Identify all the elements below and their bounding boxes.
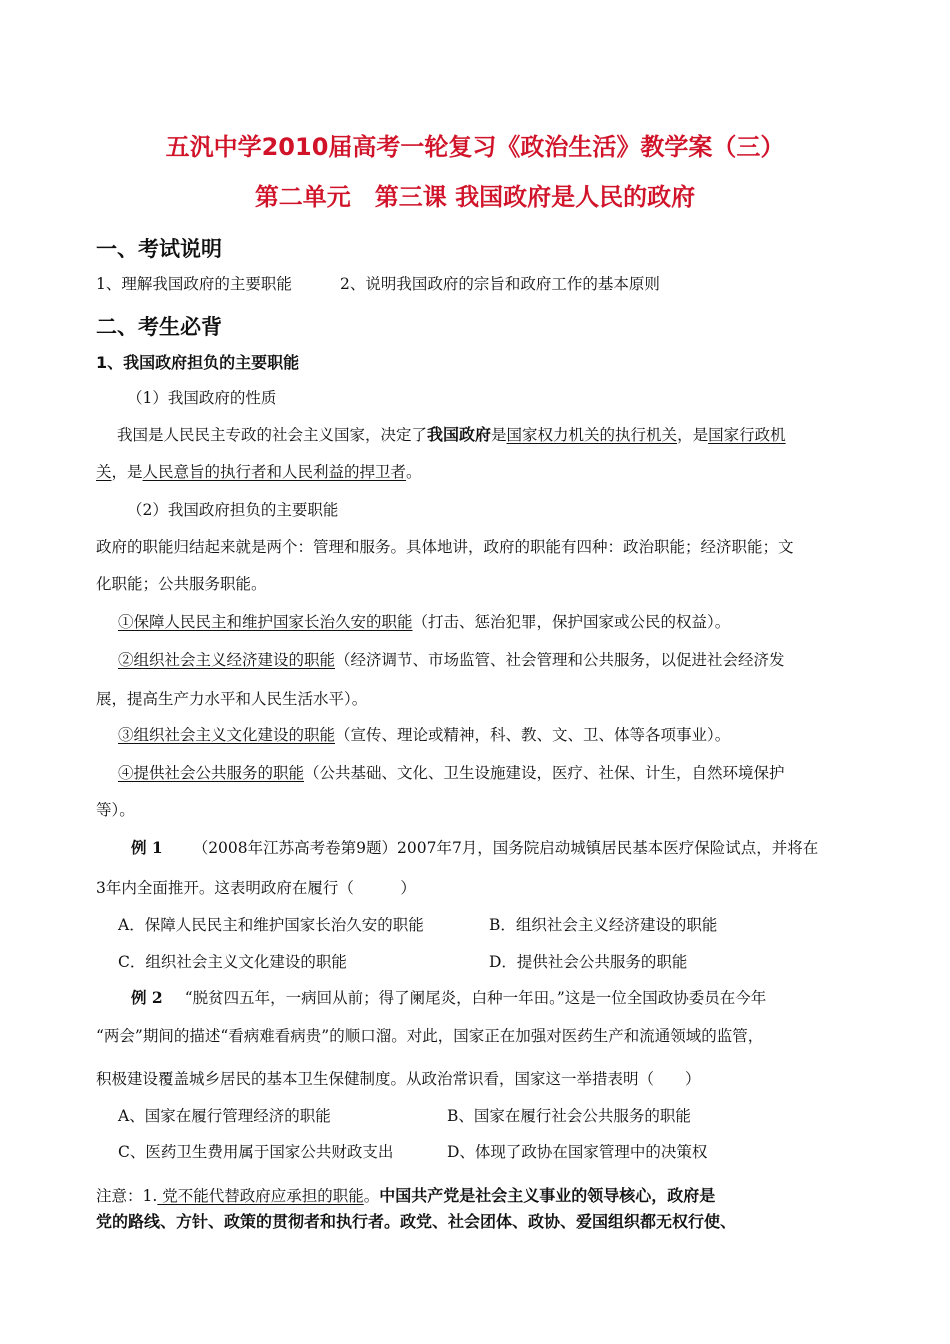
- text-run-underline: ③组织社会主义文化建设的职能: [118, 726, 336, 744]
- text-run-underline: 关: [96, 463, 112, 481]
- text-run-bold: 中国共产党是社会主义事业的领导核心，政府是: [379, 1186, 716, 1205]
- text-run: 我国是人民民主专政的社会主义国家，决定了: [117, 426, 428, 444]
- text-run-underline: 人民意旨的执行者和人民利益的捍卫者: [142, 463, 407, 481]
- functions-label: （2）我国政府担负的主要职能: [127, 501, 339, 519]
- example-2-line-1: [131, 988, 766, 1008]
- example-2-line-3: 积极建设覆盖城乡居民的基本卫生保健制度。从政治常识看，国家这一举措表明（ ）: [96, 1070, 701, 1088]
- text-run-underline: 国家权力机关的执行机关: [506, 426, 678, 444]
- function-4-continued: 等）。: [96, 801, 135, 819]
- text-run: ，是: [111, 463, 143, 481]
- text-run: （经济调节、市场监管、社会管理和公共服务，以促进社会经济发: [335, 651, 785, 669]
- point-heading-functions: 1、我国政府担负的主要职能: [96, 353, 300, 372]
- nature-label: （1）我国政府的性质: [127, 389, 277, 407]
- text-run: ，是: [677, 426, 709, 444]
- document-title: 五汎中学2010届高考一轮复习《政治生活》教学案（三）: [165, 133, 785, 161]
- function-4: [118, 763, 785, 783]
- example-1-label: 例 1: [131, 838, 163, 857]
- section-heading-must-memorize: 二、考生必背: [96, 315, 222, 339]
- example-1-option-d: D．提供社会公共服务的职能: [489, 953, 688, 971]
- example-2-option-b: B、国家在履行社会公共服务的职能: [447, 1107, 691, 1125]
- nature-paragraph-line-1: [117, 425, 786, 445]
- document-subtitle: 第二单元 第三课 我国政府是人民的政府: [254, 183, 696, 211]
- example-2-option-a: A、国家在履行管理经济的职能: [118, 1107, 331, 1125]
- example-2-option-d: D、体现了政协在国家管理中的决策权: [447, 1143, 708, 1161]
- text-run: 。: [363, 1187, 380, 1205]
- exam-item-2: 2、说明我国政府的宗旨和政府工作的基本原则: [340, 275, 660, 293]
- example-1-line-1: [131, 838, 818, 858]
- functions-intro-line-1: 政府的职能归结起来就是两个：管理和服务。具体地讲，政府的职能有四种：政治职能；经济职能；文: [96, 538, 794, 556]
- example-1-option-b: B．组织社会主义经济建设的职能: [489, 916, 718, 934]
- function-1: [118, 612, 730, 632]
- example-2-option-c: C、医药卫生费用属于国家公共财政支出: [118, 1143, 394, 1161]
- nature-paragraph-line-2: [96, 462, 422, 482]
- text-run-underline: 国家行政机: [708, 426, 786, 444]
- text-run-underline: ④提供社会公共服务的职能: [118, 764, 305, 782]
- example-1-option-c: C．组织社会主义文化建设的职能: [118, 953, 347, 971]
- note-line-2: 党的路线、方针、政策的贯彻者和执行者。政党、社会团体、政协、爱国组织都无权行使、: [96, 1212, 737, 1231]
- text-run: 注意：1.: [96, 1187, 158, 1205]
- text-run: （公共基础、文化、卫生设施建设，医疗、社保、计生，自然环境保护: [304, 764, 785, 782]
- section-heading-exam: 一、考试说明: [96, 237, 222, 261]
- text-run-bold: 我国政府: [427, 425, 492, 444]
- text-run-underline: 党不能代替政府应承担的职能: [157, 1187, 364, 1205]
- functions-intro-line-2: 化职能；公共服务职能。: [96, 575, 267, 593]
- exam-item-1: 1、理解我国政府的主要职能: [96, 275, 292, 293]
- text-run: 。: [406, 463, 422, 481]
- note-line-1: [96, 1186, 715, 1206]
- text-run: （宣传、理论或精神，科、教、文、卫、体等各项事业）。: [335, 726, 731, 744]
- example-1-option-a: A．保障人民民主和维护国家长治久安的职能: [118, 916, 424, 934]
- text-run-underline: ①保障人民民主和维护国家长治久安的职能: [118, 613, 413, 631]
- function-2-continued: 展，提高生产力水平和人民生活水平）。: [96, 690, 368, 708]
- function-2: [118, 650, 785, 670]
- text-run: （打击、惩治犯罪，保护国家或公民的权益）。: [412, 613, 731, 631]
- example-2-label: 例 2: [131, 988, 163, 1007]
- text-run: （2008年江苏高考卷第9题）2007年7月，国务院启动城镇居民基本医疗保险试点，并将在: [192, 839, 819, 857]
- text-run: 是: [491, 426, 507, 444]
- example-2-line-2: “两会”期间的描述“看病难看病贵”的顺口溜。对此，国家正在加强对医药生产和流通领域的监管，: [96, 1027, 764, 1045]
- example-1-line-2: 3年内全面推开。这表明政府在履行（ ）: [96, 879, 416, 897]
- function-3: [118, 725, 730, 745]
- text-run: “脱贫四五年，一病回从前；得了阑尾炎，白种一年田。”这是一位全国政协委员在今年: [184, 989, 767, 1007]
- text-run-underline: ②组织社会主义经济建设的职能: [118, 651, 336, 669]
